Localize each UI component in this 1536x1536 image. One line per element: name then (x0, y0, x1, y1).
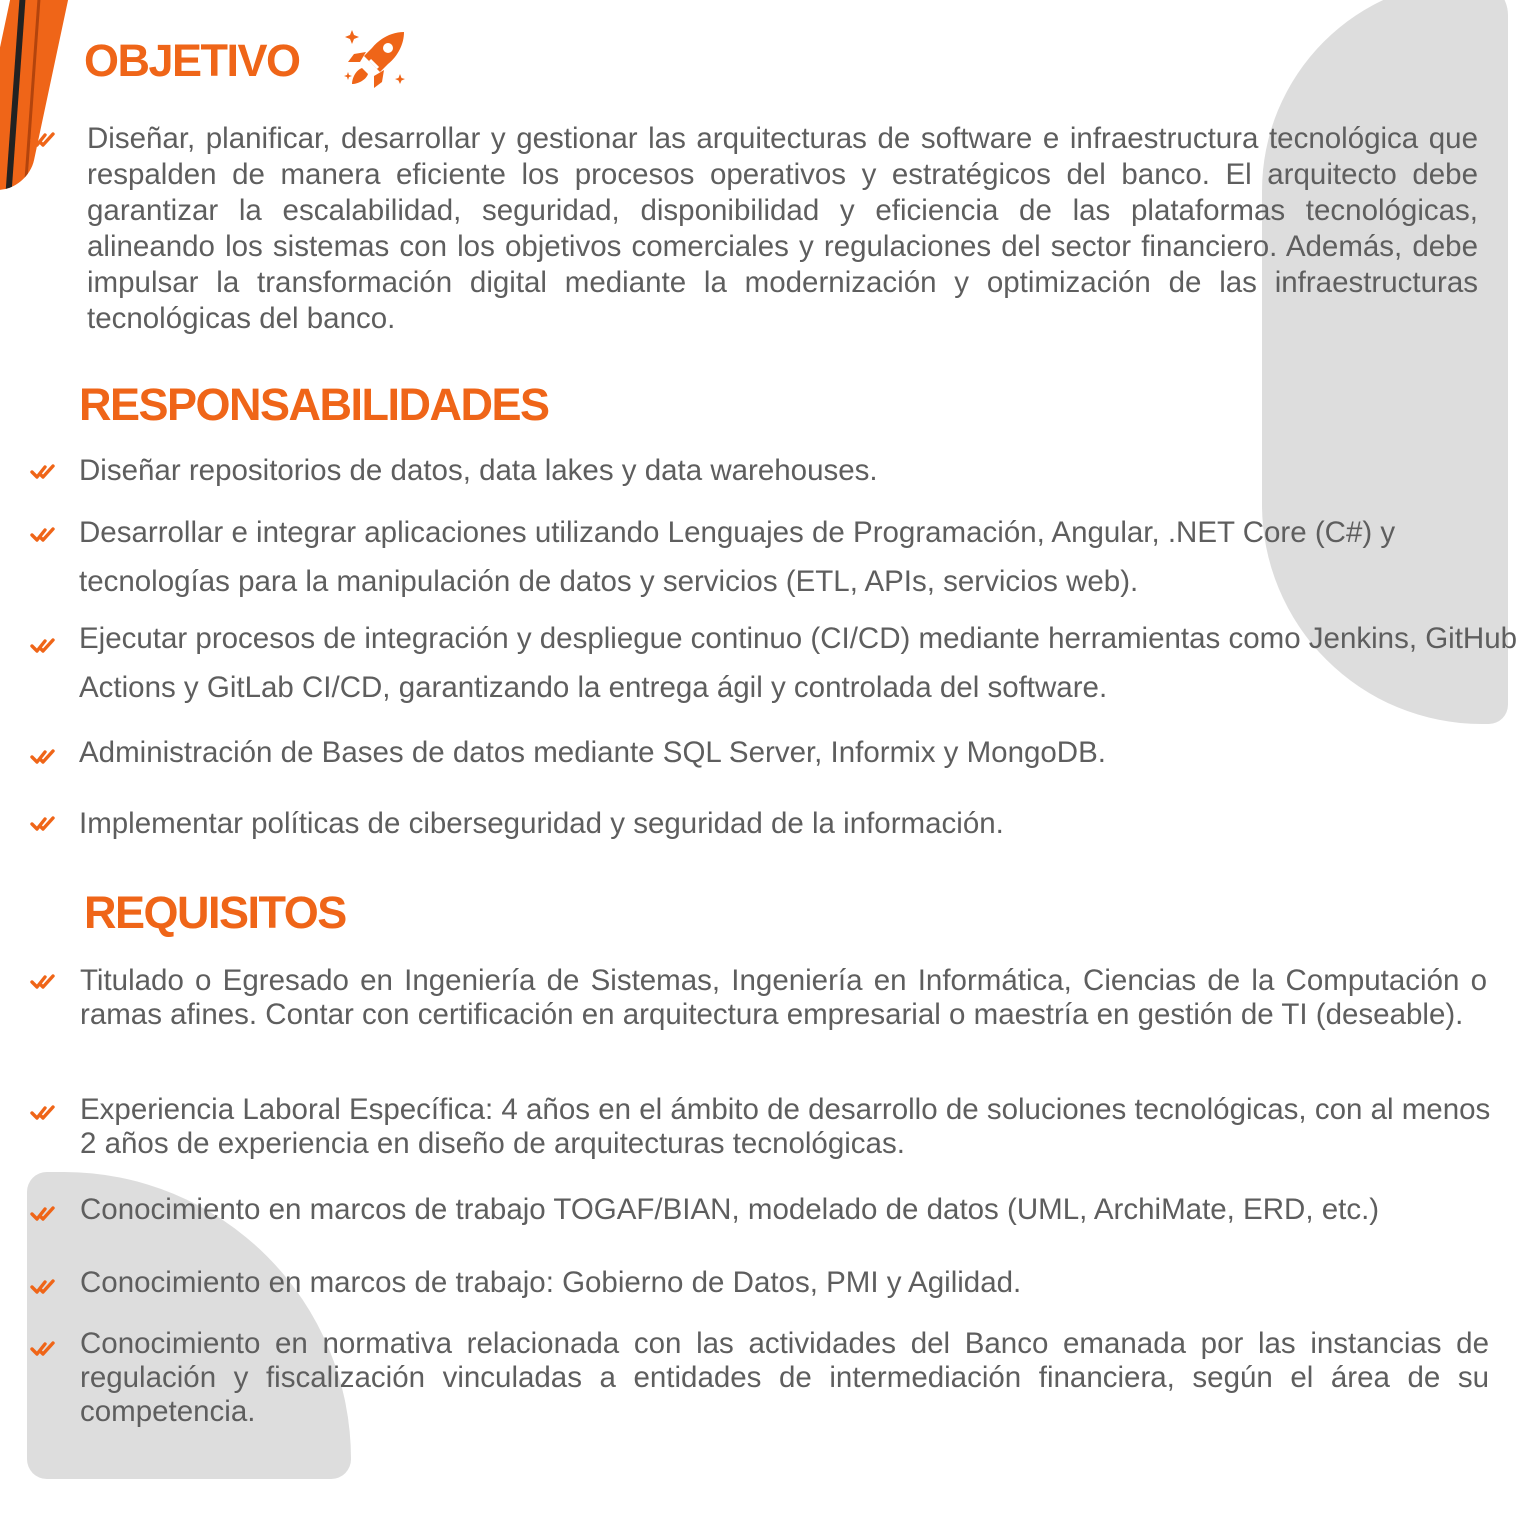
double-check-icon (30, 1278, 56, 1296)
double-check-icon (30, 526, 56, 544)
objetivo-text: Diseñar, planificar, desarrollar y gestionar las arquitecturas de software e infraestructura tecnológica que respalden de manera eficiente los procesos operativos y estratégicos del banco. El arquitecto debe garantizar la escalabilidad, seguridad, disponibilidad y eficiencia de las plataformas tecnológicas, alineando los sistemas con los objetivos comerciales y regulaciones del sector financiero. Además, debe impulsar la transformación digital mediante la modernización y optimización de las infraestructuras tecnológicas del banco. (87, 122, 1478, 335)
double-check-icon (30, 131, 56, 149)
double-check-icon (30, 463, 56, 481)
list-item: Conocimiento en marcos de trabajo TOGAF/BIAN, modelado de datos (UML, ArchiMate, ERD, etc.) (80, 1193, 1380, 1226)
list-item: Ejecutar procesos de integración y despliegue continuo (CI/CD) mediante herramientas como Jenkins, GitHub Actions y GitLab CI/CD, garantizando la entrega ágil y controlada del software. (79, 622, 1518, 704)
double-check-icon (30, 1340, 56, 1358)
list-item: Conocimiento en marcos de trabajo: Gobierno de Datos, PMI y Agilidad. (80, 1266, 1022, 1299)
list-item: Diseñar repositorios de datos, data lakes y data warehouses. (79, 454, 878, 487)
double-check-icon (30, 973, 56, 991)
rocket-icon (344, 26, 412, 92)
list-item: Conocimiento en normativa relacionada con las actividades del Banco emanada por las instancias de regulación y fiscalización vinculadas a entidades de intermediación financiera, según el área de su competencia. (80, 1327, 1489, 1428)
double-check-icon (30, 1205, 56, 1223)
list-item: Desarrollar e integrar aplicaciones utilizando Lenguajes de Programación, Angular, .NET Core (C#) y tecnologías para la manipulación de datos y servicios (ETL, APIs, servicios web). (79, 516, 1396, 598)
double-check-icon (30, 637, 56, 655)
double-check-icon (30, 815, 56, 833)
double-check-icon (30, 1104, 56, 1122)
list-item: Experiencia Laboral Específica: 4 años en el ámbito de desarrollo de soluciones tecnológicas, con al menos 2 años de experiencia en diseño de arquitecturas tecnológicas. (80, 1093, 1491, 1160)
list-item: Administración de Bases de datos mediante SQL Server, Informix y MongoDB. (79, 736, 1106, 769)
section-title-requisitos: REQUISITOS (84, 887, 346, 938)
double-check-icon (30, 748, 56, 766)
list-item: Titulado o Egresado en Ingeniería de Sistemas, Ingeniería en Informática, Ciencias de la Computación o ramas afines. Contar con certificación en arquitectura empresarial o maestría en gestión de TI (deseable). (80, 964, 1487, 1031)
list-item: Implementar políticas de ciberseguridad y seguridad de la información. (79, 807, 1004, 840)
section-title-responsabilidades: RESPONSABILIDADES (79, 379, 549, 430)
section-title-objetivo: OBJETIVO (84, 35, 300, 86)
decorative-stripe (0, 0, 72, 190)
